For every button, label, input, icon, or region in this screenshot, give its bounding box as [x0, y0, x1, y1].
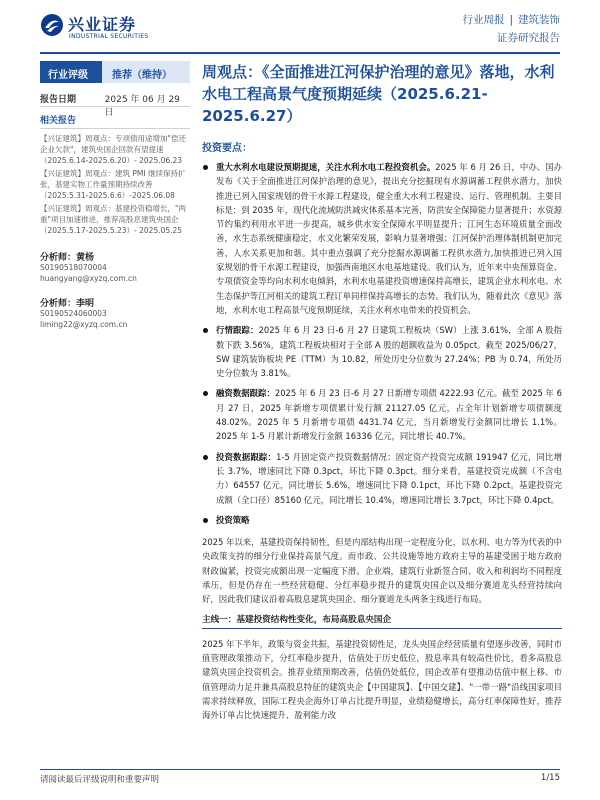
paragraph — [216, 513, 562, 527]
sidebar — [40, 61, 190, 342]
bullet-financing-tracking — [202, 386, 562, 443]
analyst-email[interactable]: huangyang@xyzq.com.cn — [40, 273, 137, 283]
brand-logo-icon — [40, 13, 64, 37]
main-content — [202, 61, 562, 722]
bullet-market-tracking — [202, 323, 562, 380]
bullet-water-conservancy — [202, 160, 562, 317]
analyst-cert: S0190518070004 — [40, 263, 107, 272]
analyst-email[interactable]: liming22@xyzq.com.cn — [40, 319, 128, 329]
bullet-lead: 投资数据跟踪： — [216, 451, 277, 462]
related-report-item[interactable]: 【兴证建筑】周观点：建筑 PMI 继续保持扩张，基建实物工作量预期持续改善（2025.5.31-2025.6.6）-2025.06.08 — [40, 169, 186, 200]
paragraph — [216, 323, 562, 380]
investment-points-title: 投资要点： — [202, 143, 252, 154]
bullet-investment-tracking — [202, 450, 562, 507]
analyst-cert: S0190524060003 — [40, 309, 107, 318]
related-report-item[interactable]: 【兴证建筑】周观点：专项债用途增加"偿还企业欠款"，建筑央国企回款有望提速（2025.6.14-2025.6.20）- 2025.06.23 — [40, 134, 186, 165]
page-number: 1/15 — [540, 773, 560, 783]
analyst-name: 分析师：李明 — [40, 299, 95, 309]
bullet-lead: 重大水利水电建设预期提速，关注水利水电工程投资机会。 — [216, 162, 436, 172]
main-line-one-paragraph: 2025 年下半年，政策与资金共振，基建投资韧性足，龙头央国企经营质量有望逐步改善，同时市值管理政策推动下，分红率稳步提升，估值处于历史低位，股息率具有较高性价比，看多高股息建筑央国企投资机会。推荐业绩预期改善，估值仍处低位，国企改革有望推动估值中枢上移、市值管理动力足并兼具高股息特征的建筑央企【中国建筑】、【中国交建】、"一带一路"沿线国家项目需求持续释放，国际工程央企海外订单占比提升明显，业绩稳健增长，高分红率保障性好，推荐海外订单占比快速提升、盈利能力改 — [202, 638, 562, 721]
main-line-one-title: 主线一：基建投资结构性变化，布局高股息央国企 — [202, 613, 562, 629]
bullet-lead: 投资策略 — [216, 514, 250, 525]
footer-disclaimer[interactable]: 请阅读最后评级说明和重要声明 — [40, 775, 160, 785]
bullet-investment-strategy — [202, 513, 562, 527]
bullet-body: 2025 年 6 月 26 日，中办、国办发布《关于全面推进江河保护治理的意见》，提出充分挖掘现有水源调蓄工程供水潜力，加快推进已列入国家规划的骨干水源工程建设，健全重大水利工程建设、运行、管理机制。主要目标是：到 2035 年，现代化流域防洪减灾体系基本完善，防洪安全保障能力显著提升；水资源节约集约利用水平进一步提高，城乡供水安全保障水平明显提升；江河生态环境质量全面改善，水生态系统健康稳定，水文化繁荣发展，影响力显著增强；江河保护治理体制机制更加完善，人水关系更加和谐。其中重点强调了充分挖掘水源调蓄工程供水潜力,加快推进已列入国家规划的骨干水源工程建设，加强西南地区水电基地建设。我们认为，近年来中央预算资金、专项债资金等均向水利水电倾斜，水利水电基建投资增速保持高增长，建筑企业水利水电、水生态保护等江河相关的建筑工程订单同样保持高增长的态势。我们认为，随着此次《意见》落地，水利水电工程高景气度预期延续，关注水利水电带来的投资机会。 — [216, 162, 563, 315]
report-title: 周观点：《全面推进江河保护治理的意见》落地，水利水电工程高景气度预期延续（2025.6.21-2025.6.27） — [202, 63, 555, 125]
report-type: 证券研究报告 — [497, 32, 560, 44]
rating-label: 行业评级 — [40, 61, 102, 83]
report-date-value: 2025 年 06 月 29 日 — [104, 95, 180, 118]
company-logo — [40, 10, 160, 46]
header-tag-weekly: 行业周报 — [462, 14, 505, 26]
related-reports-list — [40, 133, 190, 236]
rating-bar — [40, 61, 190, 83]
strategy-paragraph: 2025 年以来，基建投资保持韧性，但是内部结构出现一定程度分化，以水利、电力等为代表的中央政策支持的细分行业保持高景气度。而市政、公共设施等地方政府主导的基建受困于地方政府财政偏紧，投资完成额出现一定幅度下滑。企业端，建筑行业新签合同、收入和利润均不同程度承压，但是仍存在一些经营稳健、分红率稳步提升的建筑央国企以及细分赛道龙头经营持续向好，因此我们建议沿着高股息建筑央国企、细分赛道龙头两条主线进行布局。 — [202, 537, 562, 605]
bullet-body: 2025 年 6 月 23 日-6 月 27 日新增专项债 4222.93 亿元。截至 2025 年 6 月 27 日，2025 年新增专项债累计发行额 21127.05 亿元，占全年计划新增专项债额度 48.02%。2025 年 5 月新增专项债 4431.74 亿元，当月新增发行金额同比增长 1.1%。2025 年 1-5 月累计新增发行金额 16336 亿元，同比增长 40.7%。 — [216, 388, 562, 442]
related-reports-title: 相关报告 — [40, 113, 190, 129]
rating-value: 推荐（维持） — [102, 61, 190, 83]
header-tag-industry: 建筑装饰 — [518, 14, 560, 26]
logo-chinese-name: 兴业证券 — [68, 15, 137, 34]
analyst-card — [40, 296, 190, 330]
related-report-item[interactable]: 【兴证建筑】周观点：基建投资稳增长，"两重"项目加速推进，推荐高股息建筑央国企（2025.5.17-2025.5.23）- 2025.05.25 — [40, 204, 186, 235]
bullet-body: 2025 年 6 月 23 日-6 月 27 日建筑工程板块（SW）上涨 3.61%，全部 A 股指数下跌 3.56%，建筑工程板块相对于全部 A 股的超额收益为 0.05pct。截至 2025/06/27，SW 建筑装饰板块 PE（TTM）为 10.82，所处历史分位数为 27.24%；PB 为 0.74，所处历史分位数为 3.81%。 — [216, 325, 563, 379]
bullet-body: 1-5 月固定资产投资数据情况：固定资产投资完成额 191947 亿元，同比增长 3.7%，增速同比下降 0.3pct，环比下降 0.3pct。细分来看，基建投资完成额（不含电力）64557 亿元，同比增长 5.6%，增速同比下降 0.1pct，环比下降 0.2pct。基建投资完成额（全口径）85160 亿元，同比增长 10.4%，增速同比增长 3.7pct，环比下降 0.4pct。 — [216, 451, 562, 505]
paragraph — [216, 160, 562, 317]
report-date-row — [40, 87, 190, 118]
bullet-lead: 行情跟踪： — [216, 325, 259, 336]
analyst-name: 分析师：黄杨 — [40, 253, 95, 263]
report-header — [0, 0, 600, 52]
bullet-lead: 融资数据跟踪： — [216, 388, 275, 399]
header-separator: | — [509, 14, 513, 26]
analyst-section — [40, 250, 190, 330]
paragraph — [216, 450, 562, 507]
page-footer — [40, 769, 560, 785]
paragraph — [216, 386, 562, 443]
report-date-label: 报告日期 — [40, 95, 77, 105]
logo-english-name: INDUSTRIAL SECURITIES — [69, 33, 149, 40]
analyst-card — [40, 250, 190, 284]
header-divider — [40, 52, 560, 54]
header-tags — [462, 11, 560, 47]
